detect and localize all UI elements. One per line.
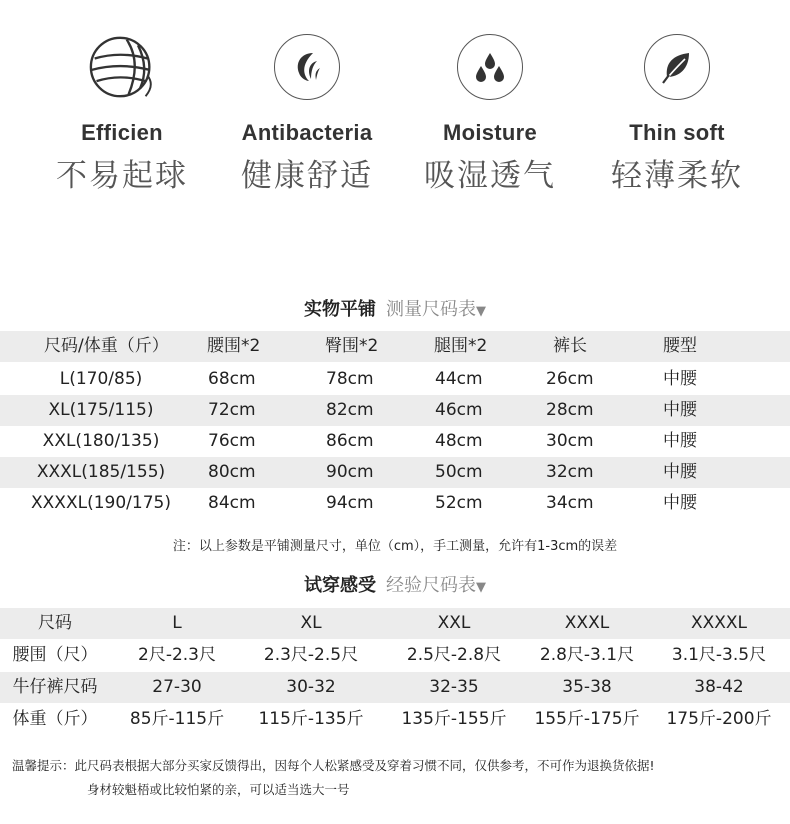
tryon-cell: L — [172, 613, 182, 633]
thigh-cell: 44cm — [435, 369, 483, 389]
tryon-label-cell: 尺码 — [38, 613, 72, 633]
table-row — [0, 488, 790, 519]
measure-header-row — [0, 331, 790, 362]
waist-cell: 76cm — [208, 431, 256, 451]
thigh-cell: 52cm — [435, 493, 483, 513]
tryon-cell: 155斤-175斤 — [534, 709, 640, 729]
feature-moisture — [400, 34, 580, 195]
tips-line-2: 身材较魁梧或比较怕紧的亲，可以适当选大一号 — [87, 782, 350, 797]
waist-cell: 80cm — [208, 462, 256, 482]
tryon-cell: XXXXL — [690, 613, 748, 633]
rise-cell: 中腰 — [663, 431, 697, 451]
feature-thin-soft — [587, 34, 767, 195]
tryon-title-sub: 经验尺码表 — [386, 575, 476, 596]
thigh-cell: 50cm — [435, 462, 483, 482]
table-row — [0, 640, 790, 671]
tryon-cell: 32-35 — [429, 677, 479, 697]
tryon-cell: 27-30 — [152, 677, 202, 697]
length-cell: 34cm — [546, 493, 594, 513]
feature-zh-label: 健康舒适 — [241, 158, 373, 194]
hip-cell: 94cm — [326, 493, 374, 513]
table-row — [0, 704, 790, 735]
length-cell: 28cm — [546, 400, 594, 420]
measure-title — [0, 295, 790, 321]
rise-cell: 中腰 — [663, 400, 697, 420]
size-cell: XXXXL(190/175) — [31, 493, 171, 513]
hip-cell: 86cm — [326, 431, 374, 451]
size-cell: XL(175/115) — [48, 400, 154, 420]
measure-title-sub: 测量尺码表 — [386, 299, 476, 320]
waist-cell: 68cm — [208, 369, 256, 389]
measure-header-cell: 腰围*2 — [207, 336, 261, 356]
feature-en-label: Antibacteria — [241, 120, 373, 145]
tryon-cell: 2.5尺-2.8尺 — [406, 645, 502, 665]
measure-header-cell: 臀围*2 — [325, 336, 379, 356]
tryon-cell: XXXL — [564, 613, 610, 633]
leaf-icon — [644, 34, 710, 100]
tips-line-1: 温馨提示：此尺码表根据大部分买家反馈得出，因每个人松紧感受及穿着习惯不同，仅供参考，不可作为退换货依据! — [12, 758, 655, 773]
rise-cell: 中腰 — [663, 369, 697, 389]
caret-down-icon: ▼ — [476, 304, 486, 319]
length-cell: 26cm — [546, 369, 594, 389]
measure-title-main: 实物平铺 — [304, 299, 376, 320]
tryon-label-cell: 牛仔裤尺码 — [12, 677, 98, 697]
caret-down-icon: ▼ — [476, 580, 486, 595]
tryon-cell: 175斤-200斤 — [666, 709, 772, 729]
yarn-ball-icon — [89, 34, 155, 100]
waist-cell: 72cm — [208, 400, 256, 420]
waist-cell: 84cm — [208, 493, 256, 513]
tryon-cell: 2.8尺-3.1尺 — [539, 645, 635, 665]
thigh-cell: 48cm — [435, 431, 483, 451]
tryon-cell: 38-42 — [694, 677, 744, 697]
hip-cell: 90cm — [326, 462, 374, 482]
rise-cell: 中腰 — [663, 462, 697, 482]
rise-cell: 中腰 — [663, 493, 697, 513]
size-cell: XXXL(185/155) — [36, 462, 166, 482]
tryon-label-cell: 体重（斤） — [12, 709, 98, 729]
feature-zh-label: 不易起球 — [56, 158, 188, 194]
feature-en-label: Efficien — [81, 120, 163, 145]
tryon-cell: 2.3尺-2.5尺 — [263, 645, 359, 665]
feature-en-label: Moisture — [442, 120, 538, 145]
table-row — [0, 457, 790, 488]
feature-antibacterial — [217, 34, 397, 195]
hip-cell: 82cm — [326, 400, 374, 420]
tryon-header-row — [0, 608, 790, 639]
length-cell: 32cm — [546, 462, 594, 482]
feature-row — [0, 34, 790, 204]
feature-anti-pilling — [32, 34, 212, 195]
measure-header-cell: 裤长 — [553, 336, 587, 356]
measure-header-cell: 尺码/体重（斤） — [44, 336, 169, 356]
measure-header-cell: 腰型 — [663, 336, 697, 356]
water-drops-icon — [457, 34, 523, 100]
tryon-cell: 30-32 — [286, 677, 336, 697]
size-cell: L(170/85) — [59, 369, 143, 389]
size-cell: XXL(180/135) — [42, 431, 160, 451]
length-cell: 30cm — [546, 431, 594, 451]
tryon-label-cell: 腰围（尺） — [12, 645, 98, 665]
feature-en-label: Thin soft — [629, 120, 725, 145]
table-row — [0, 395, 790, 426]
tryon-cell: 2尺-2.3尺 — [138, 645, 216, 665]
thigh-cell: 46cm — [435, 400, 483, 420]
hip-cell: 78cm — [326, 369, 374, 389]
tryon-title — [0, 571, 790, 597]
measure-note: 注：以上参数是平铺测量尺寸，单位（cm），手工测量，允许有1-3cm的误差 — [172, 539, 618, 554]
tryon-cell: XL — [300, 613, 322, 633]
tryon-title-main: 试穿感受 — [304, 575, 376, 596]
table-row — [0, 672, 790, 703]
feature-zh-label: 吸湿透气 — [424, 158, 556, 194]
table-row — [0, 364, 790, 395]
table-row — [0, 426, 790, 457]
tryon-cell: 3.1尺-3.5尺 — [671, 645, 767, 665]
wave-shield-icon — [274, 34, 340, 100]
tryon-cell: 85斤-115斤 — [129, 709, 225, 729]
tryon-cell: 135斤-155斤 — [401, 709, 507, 729]
feature-zh-label: 轻薄柔软 — [611, 158, 743, 194]
measure-header-cell: 腿围*2 — [434, 336, 488, 356]
tryon-cell: 35-38 — [562, 677, 612, 697]
tryon-cell: XXL — [437, 613, 471, 633]
tryon-cell: 115斤-135斤 — [258, 709, 364, 729]
